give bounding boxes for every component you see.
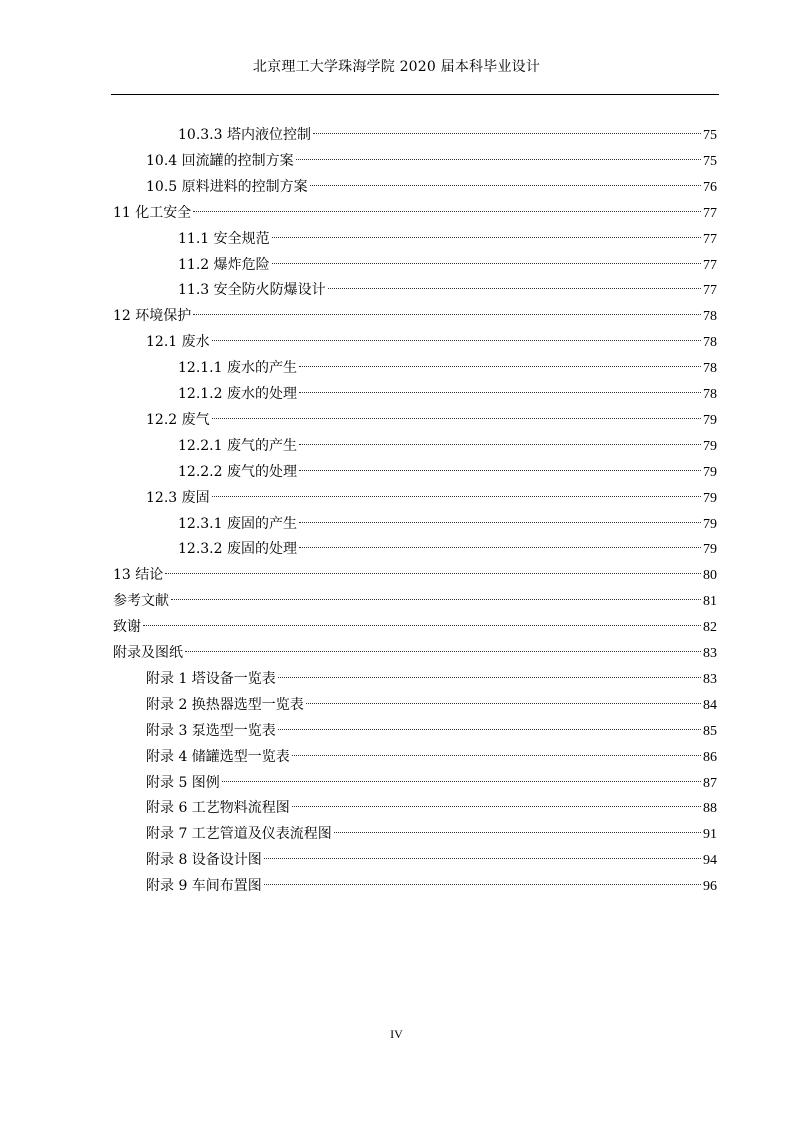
toc-entry[interactable]	[146, 718, 717, 744]
toc-entry[interactable]	[113, 614, 717, 640]
toc-entry-label: 12.3 废固	[146, 489, 210, 506]
toc-entry-label: 附录 1 塔设备一览表	[146, 670, 276, 687]
toc-entry[interactable]	[146, 407, 717, 433]
toc-entry-label: 10.5 原料进料的控制方案	[146, 178, 308, 195]
toc-entry-label: 附录 4 储罐选型一览表	[146, 748, 290, 765]
toc-entry[interactable]	[146, 148, 717, 174]
toc-entry[interactable]	[146, 329, 717, 355]
toc-dot-leader	[299, 392, 701, 393]
toc-dot-leader	[334, 832, 701, 833]
toc-dot-leader	[212, 418, 701, 419]
toc-entry-label: 12.3.1 废固的产生	[178, 515, 297, 532]
toc-entry-page: 77	[703, 283, 717, 299]
toc-dot-leader	[299, 547, 701, 548]
toc-entry-page: 87	[703, 775, 717, 791]
toc-entry[interactable]	[113, 562, 717, 588]
toc-entry-label: 附录 7 工艺管道及仪表流程图	[146, 826, 332, 843]
toc-entry-page: 91	[703, 827, 717, 843]
toc-entry-page: 85	[703, 723, 717, 739]
toc-entry-label: 附录 3 泵选型一览表	[146, 722, 276, 739]
toc-dot-leader	[185, 651, 701, 652]
toc-dot-leader	[299, 522, 701, 523]
toc-entry-page: 77	[703, 257, 717, 273]
toc-entry-label: 12.3.2 废固的处理	[178, 541, 297, 558]
toc-entry[interactable]	[178, 433, 717, 459]
toc-dot-leader	[264, 884, 701, 885]
toc-entry-page: 77	[703, 205, 717, 221]
toc-entry-page: 79	[703, 464, 717, 480]
toc-dot-leader	[272, 263, 701, 264]
toc-dot-leader	[328, 288, 701, 289]
toc-entry-page: 76	[703, 179, 717, 195]
toc-entry[interactable]	[113, 303, 717, 329]
toc-entry-page: 84	[703, 697, 717, 713]
toc-entry[interactable]	[178, 536, 717, 562]
toc-entry-label: 12.1 废水	[146, 334, 210, 351]
toc-dot-leader	[193, 314, 701, 315]
toc-entry[interactable]	[146, 666, 717, 692]
toc-entry-page: 94	[703, 853, 717, 869]
toc-entry[interactable]	[146, 795, 717, 821]
toc-entry[interactable]	[146, 770, 717, 796]
toc-entry-label: 11 化工安全	[113, 204, 192, 221]
toc-entry-label: 附录及图纸	[113, 645, 183, 661]
toc-dot-leader	[292, 806, 701, 807]
header-divider	[111, 94, 719, 95]
toc-dot-leader	[296, 159, 701, 160]
toc-entry-label: 参考文献	[113, 593, 169, 610]
toc-dot-leader	[264, 858, 701, 859]
toc-entry[interactable]	[113, 640, 717, 666]
toc-entry[interactable]	[178, 226, 717, 252]
page-header-title: 北京理工大学珠海学院 2020 届本科毕业设计	[252, 59, 541, 75]
toc-entry-label: 附录 5 图例	[146, 774, 220, 791]
toc-entry[interactable]	[146, 821, 717, 847]
toc-dot-leader	[299, 470, 701, 471]
toc-entry-page: 75	[703, 128, 717, 143]
toc-dot-leader	[193, 211, 701, 212]
toc-dot-leader	[299, 366, 701, 367]
toc-dot-leader	[212, 340, 701, 341]
toc-entry-label: 11.1 安全规范	[178, 230, 270, 247]
toc-entry-page: 96	[703, 879, 717, 895]
toc-entry-page: 78	[703, 309, 717, 325]
toc-entry-label: 12.1.1 废水的产生	[178, 360, 297, 377]
toc-entry[interactable]	[146, 692, 717, 718]
toc-entry-label: 10.4 回流罐的控制方案	[146, 152, 294, 169]
toc-dot-leader	[278, 729, 701, 730]
toc-entry-label: 12 环境保护	[113, 308, 192, 325]
toc-entry-page: 88	[703, 801, 717, 817]
toc-entry-page: 80	[703, 568, 717, 584]
toc-entry-label: 11.3 安全防火防爆设计	[178, 282, 326, 299]
toc-entry-label: 附录 9 车间布置图	[146, 878, 262, 895]
toc-entry[interactable]	[178, 459, 717, 485]
toc-entry-page: 79	[703, 412, 717, 428]
toc-dot-leader	[171, 599, 701, 600]
toc-entry-label: 11.2 爆炸危险	[178, 256, 270, 273]
toc-entry-label: 附录 6 工艺物料流程图	[146, 800, 290, 817]
toc-entry-page: 78	[703, 335, 717, 351]
toc-entry-page: 86	[703, 749, 717, 765]
toc-dot-leader	[222, 781, 701, 782]
toc-dot-leader	[313, 133, 701, 134]
page-number: IV	[390, 1027, 403, 1041]
toc-dot-leader	[278, 677, 701, 678]
toc-entry-label: 12.2.1 废气的产生	[178, 437, 297, 454]
toc-entry-page: 79	[703, 490, 717, 506]
toc-entry[interactable]	[178, 252, 717, 278]
toc-entry-page: 77	[703, 231, 717, 247]
toc-dot-leader	[310, 185, 701, 186]
toc-entry[interactable]	[146, 744, 717, 770]
toc-dot-leader	[143, 625, 701, 626]
toc-entry-page: 82	[703, 620, 717, 636]
toc-entry-page: 79	[703, 516, 717, 532]
toc-entry[interactable]	[178, 511, 717, 537]
toc-entry-label: 10.3.3 塔内液位控制	[178, 127, 311, 143]
toc-entry-label: 12.1.2 废水的处理	[178, 386, 297, 402]
toc-entry-page: 79	[703, 542, 717, 558]
toc-entry-page: 79	[703, 438, 717, 454]
toc-entry-page: 75	[703, 153, 717, 169]
toc-entry-label: 致谢	[113, 619, 141, 636]
toc-entry-page: 83	[703, 671, 717, 687]
toc-entry[interactable]	[146, 485, 717, 511]
toc-entry-label: 13 结论	[113, 567, 164, 584]
toc-entry[interactable]	[113, 588, 717, 614]
toc-entry[interactable]	[146, 873, 717, 899]
toc-dot-leader	[306, 703, 701, 704]
toc-entry-label: 12.2 废气	[146, 411, 210, 428]
toc-dot-leader	[165, 573, 701, 574]
toc-dot-leader	[272, 237, 701, 238]
toc-entry-label: 附录 2 换热器选型一览表	[146, 696, 304, 713]
toc-dot-leader	[212, 496, 701, 497]
toc-entry[interactable]	[113, 200, 717, 226]
toc-dot-leader	[299, 444, 701, 445]
toc-entry[interactable]	[178, 355, 717, 381]
toc-entry[interactable]	[146, 847, 717, 873]
toc-entry-label: 12.2.2 废气的处理	[178, 463, 297, 480]
toc-entry[interactable]	[178, 277, 717, 303]
toc-entry-page: 78	[703, 387, 717, 402]
toc-entry[interactable]	[146, 174, 717, 200]
toc-entry-page: 83	[703, 646, 717, 661]
toc-entry[interactable]	[178, 381, 717, 407]
toc-dot-leader	[292, 755, 701, 756]
toc-entry-label: 附录 8 设备设计图	[146, 852, 262, 869]
toc-entry[interactable]	[178, 122, 717, 148]
toc-entry-page: 78	[703, 361, 717, 377]
toc-entry-page: 81	[703, 594, 717, 610]
